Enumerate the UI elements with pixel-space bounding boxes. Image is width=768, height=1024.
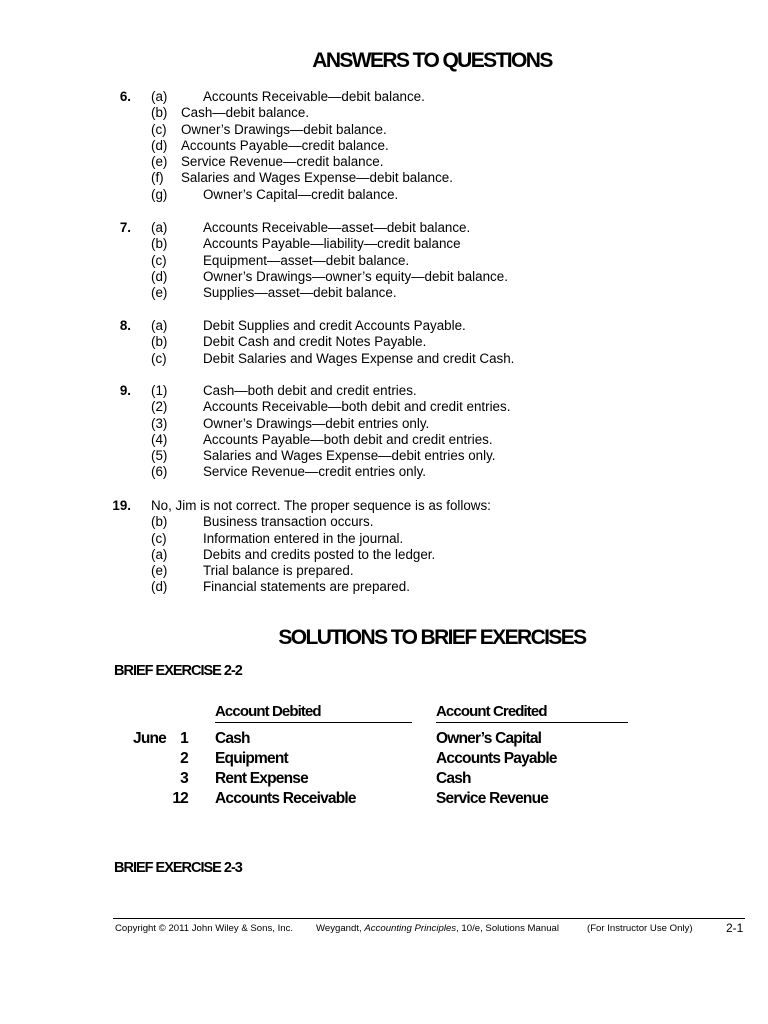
account-debited: Equipment [215, 750, 288, 767]
answer-label: (a) [151, 220, 168, 235]
answer-label: (a) [151, 546, 168, 562]
date-month: June [133, 730, 166, 747]
date-day: 2 [180, 750, 188, 767]
question-0 [0, 89, 768, 203]
question-number: 6. [119, 89, 131, 104]
answer-item [0, 579, 768, 595]
answer-item [0, 464, 768, 480]
answer-item [0, 514, 768, 530]
footer-book-title: Accounting Principles [364, 923, 457, 934]
answer-item [0, 236, 768, 252]
answer-label: (1) [151, 383, 168, 398]
answer-text: Accounts Receivable—asset—debit balance. [203, 220, 471, 235]
answer-text: Trial balance is prepared. [203, 563, 354, 579]
answer-label: (4) [151, 431, 168, 447]
answer-item [0, 170, 768, 186]
brief-exercise-2-2-title: BRIEF EXERCISE 2-2 [114, 663, 242, 679]
answer-item [0, 122, 768, 138]
answer-item [0, 351, 768, 367]
answer-item [0, 187, 768, 203]
footer-instructor-note: (For Instructor Use Only) [587, 923, 693, 934]
answer-text: Service Revenue—credit balance. [181, 154, 384, 170]
answer-text: Owner’s Drawings—owner’s equity—debit balance. [203, 268, 508, 284]
answer-label: (b) [151, 514, 168, 530]
answer-text: Debit Cash and credit Notes Payable. [203, 334, 427, 350]
answer-text: Cash—debit balance. [181, 105, 310, 121]
answer-text: Accounts Payable—liability—credit balance [203, 236, 461, 252]
page-number: 2-1 [726, 921, 744, 935]
answer-item [0, 269, 768, 285]
answer-label: (e) [151, 285, 168, 301]
answer-label: (c) [151, 252, 167, 268]
footer-edition: , 10/e, Solutions Manual [456, 923, 560, 934]
answer-label: (d) [151, 268, 168, 284]
question-number: 7. [119, 220, 131, 235]
answer-item [0, 105, 768, 121]
answer-text: Supplies—asset—debit balance. [203, 285, 397, 301]
answer-text: Owner’s Capital—credit balance. [203, 186, 399, 202]
answer-label: (c) [151, 121, 167, 137]
answer-text: Debit Salaries and Wages Expense and credit Cash. [203, 350, 515, 366]
answer-label: (a) [151, 318, 168, 333]
answer-text: Accounts Receivable—both debit and credit entries. [203, 399, 511, 415]
answer-item [0, 220, 768, 236]
answer-text: Owner’s Drawings—debit entries only. [203, 415, 430, 431]
brief-exercise-2-3-title: BRIEF EXERCISE 2-3 [114, 860, 242, 876]
answer-text: Salaries and Wages Expense—debit balance. [181, 170, 453, 186]
date-day: 3 [180, 770, 188, 787]
account-credited: Accounts Payable [436, 750, 557, 767]
answer-label: (d) [151, 137, 168, 153]
answer-text: Debit Supplies and credit Accounts Payable. [203, 318, 466, 333]
answer-item [0, 416, 768, 432]
answer-text: Business transaction occurs. [203, 514, 374, 530]
answer-text: Accounts Payable—credit balance. [181, 137, 389, 153]
answer-label: (b) [151, 105, 168, 121]
table-row [0, 790, 768, 810]
answer-label: (2) [151, 399, 168, 415]
question-4 [0, 498, 768, 596]
answer-label: (c) [151, 350, 167, 366]
answer-label: (f) [151, 170, 164, 186]
answer-item [0, 318, 768, 334]
answer-text: Salaries and Wages Expense—debit entries only. [203, 448, 496, 464]
answer-text: Cash—both debit and credit entries. [203, 383, 417, 398]
answer-item [0, 154, 768, 170]
answer-label: (b) [151, 236, 168, 252]
answer-item [0, 432, 768, 448]
answer-label: (e) [151, 563, 168, 579]
account-credited: Owner’s Capital [436, 730, 542, 747]
answers-heading: ANSWERS TO QUESTIONS [312, 49, 552, 72]
answer-text: Owner’s Drawings—debit balance. [181, 121, 387, 137]
table-row [0, 750, 768, 770]
answer-item [0, 448, 768, 464]
answer-item [0, 253, 768, 269]
answer-item [0, 334, 768, 350]
answer-text: Accounts Receivable—debit balance. [203, 89, 425, 104]
question-statement-line [0, 498, 768, 514]
account-debited: Accounts Receivable [215, 790, 356, 807]
answer-item [0, 399, 768, 415]
solutions-heading: SOLUTIONS TO BRIEF EXERCISES [278, 626, 586, 649]
footer-citation [316, 923, 559, 934]
footer-author: Weygandt, [316, 923, 362, 934]
answer-text: Accounts Payable—both debit and credit entries. [203, 431, 493, 447]
answer-item [0, 138, 768, 154]
answer-item [0, 285, 768, 301]
answer-text: Debits and credits posted to the ledger. [203, 546, 436, 562]
question-statement: No, Jim is not correct. The proper sequence is as follows: [151, 498, 491, 513]
answer-text: Service Revenue—credit entries only. [203, 464, 427, 480]
answer-item [0, 547, 768, 563]
footer-divider [113, 918, 745, 919]
question-1 [0, 220, 768, 301]
answer-label: (g) [151, 186, 168, 202]
account-credited: Service Revenue [436, 790, 549, 807]
answer-item [0, 89, 768, 105]
question-2 [0, 318, 768, 367]
date-day: 12 [172, 790, 188, 807]
answer-label: (e) [151, 154, 168, 170]
table-row [0, 730, 768, 750]
answer-item [0, 383, 768, 399]
answer-text: Financial statements are prepared. [203, 579, 410, 595]
account-credited: Cash [436, 770, 471, 787]
answer-label: (6) [151, 464, 168, 480]
account-debited: Rent Expense [215, 770, 308, 787]
question-number: 9. [119, 383, 131, 398]
account-debited-header: Account Debited [215, 703, 412, 723]
answer-label: (c) [151, 530, 167, 546]
answer-text: Equipment—asset—debit balance. [203, 252, 410, 268]
answer-text: Information entered in the journal. [203, 530, 404, 546]
account-debited: Cash [215, 730, 250, 747]
answer-label: (3) [151, 415, 168, 431]
question-number: 8. [119, 318, 131, 333]
question-3 [0, 383, 768, 481]
date-day: 1 [180, 730, 188, 747]
table-row [0, 770, 768, 790]
answer-item [0, 531, 768, 547]
answer-item [0, 563, 768, 579]
answer-label: (a) [151, 89, 168, 104]
question-number: 19. [112, 498, 131, 513]
answer-label: (5) [151, 448, 168, 464]
footer-copyright: Copyright © 2011 John Wiley & Sons, Inc. [115, 923, 294, 934]
account-credited-header: Account Credited [436, 703, 628, 723]
answer-label: (b) [151, 334, 168, 350]
answer-label: (d) [151, 579, 168, 595]
